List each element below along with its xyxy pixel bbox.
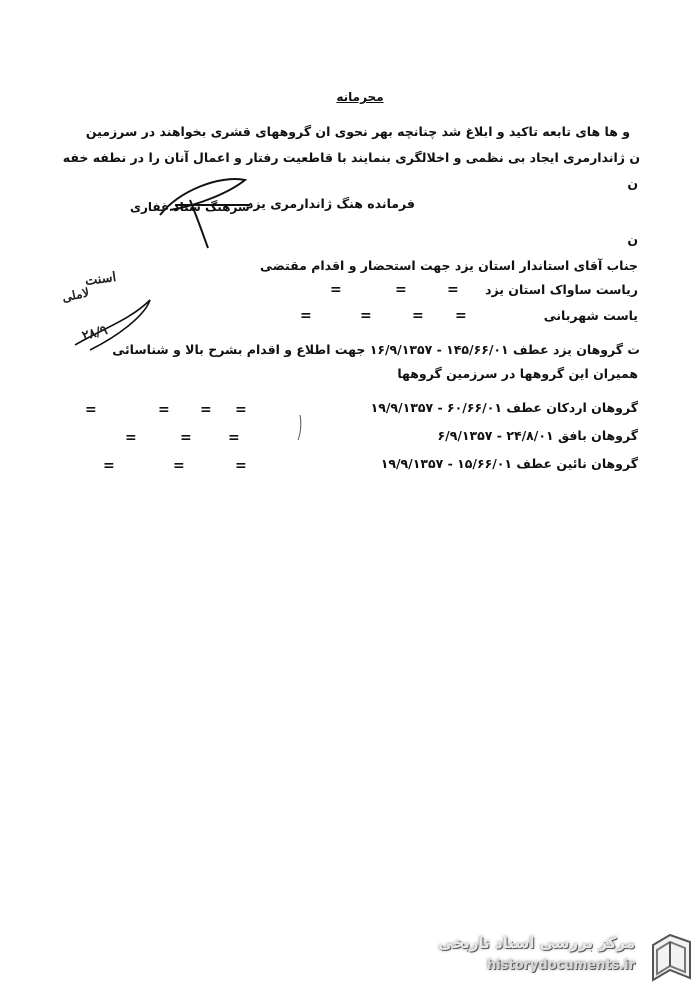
dash-mark: = bbox=[395, 282, 407, 298]
dash-mark: = bbox=[180, 430, 192, 446]
reference-ardakan: گروهان اردکان عطف ۶۰/۶۶/۰۱ - ۱۹/۹/۱۳۵۷ bbox=[370, 400, 638, 415]
handwritten-margin-note: اسنت bbox=[84, 269, 118, 290]
text-line-n: ن bbox=[627, 232, 638, 247]
book-icon bbox=[645, 930, 695, 985]
dash-mark: = bbox=[447, 282, 459, 298]
reference-bafq: گروهان بافق ۲۴/۸/۰۱ - ۶/۹/۱۳۵۷ bbox=[437, 428, 638, 443]
dash-mark: = bbox=[235, 458, 247, 474]
text-line-2: ن ژاندارمری ایجاد بی نظمی و اخلالگری بنمایند با قاطعیت رفتار و اعمال آنان را در نطفه خفه bbox=[62, 150, 640, 165]
dash-row-2 bbox=[0, 308, 700, 322]
dash-mark: = bbox=[125, 430, 137, 446]
dash-row-4 bbox=[0, 430, 700, 444]
dash-mark: = bbox=[103, 458, 115, 474]
dash-mark: = bbox=[235, 402, 247, 418]
dash-mark: = bbox=[455, 308, 467, 324]
addressee-line: جناب آقای استاندار استان یزد جهت استحضار و اقدام مقتضی bbox=[260, 258, 638, 273]
dash-mark: = bbox=[228, 430, 240, 446]
classification-heading: محرمانه bbox=[336, 90, 384, 104]
dash-mark: = bbox=[173, 458, 185, 474]
dash-row-5 bbox=[0, 458, 700, 472]
signature-title: فرمانده هنگ ژاندارمری یزد bbox=[246, 196, 415, 211]
dash-mark: = bbox=[158, 402, 170, 418]
dash-mark: = bbox=[412, 308, 424, 324]
text-line-1: و ها های تابعه تاکید و ابلاغ شد چنانچه بهر نحوی ان گروههای قشری بخواهند در سرزمین bbox=[85, 124, 630, 139]
dash-mark: = bbox=[200, 402, 212, 418]
dash-mark: = bbox=[300, 308, 312, 324]
text-line-3: ن bbox=[627, 176, 638, 191]
dash-mark: = bbox=[360, 308, 372, 324]
handwritten-margin-note-2: لاملی bbox=[60, 285, 91, 305]
body-line-1: ت گروهان یزد عطف ۱۴۵/۶۶/۰۱ - ۱۶/۹/۱۳۵۷ جهت اطلاع و اقدام بشرح بالا و شناسائی bbox=[112, 342, 640, 357]
dash-row-3 bbox=[0, 402, 700, 416]
body-line-2: همیران این گروهها در سرزمین گروهها bbox=[397, 366, 638, 381]
handwritten-date-note: ۲۸/۹ bbox=[80, 322, 110, 345]
watermark-logo bbox=[410, 928, 695, 988]
dash-mark: = bbox=[85, 402, 97, 418]
watermark-title: مرکز بررسی اسناد تاریخی bbox=[438, 934, 635, 952]
reference-nain: گروهان نائین عطف ۱۵/۶۶/۰۱ - ۱۹/۹/۱۳۵۷ bbox=[380, 456, 638, 471]
signature-name: سرهنگ ستاد غفاری bbox=[130, 200, 250, 214]
recipient-savak: ریاست ساواک استان یزد bbox=[485, 282, 638, 297]
recipient-police: یاست شهربانی bbox=[543, 308, 638, 323]
dash-mark: = bbox=[330, 282, 342, 298]
watermark-url: historydocuments.ir bbox=[486, 958, 635, 973]
